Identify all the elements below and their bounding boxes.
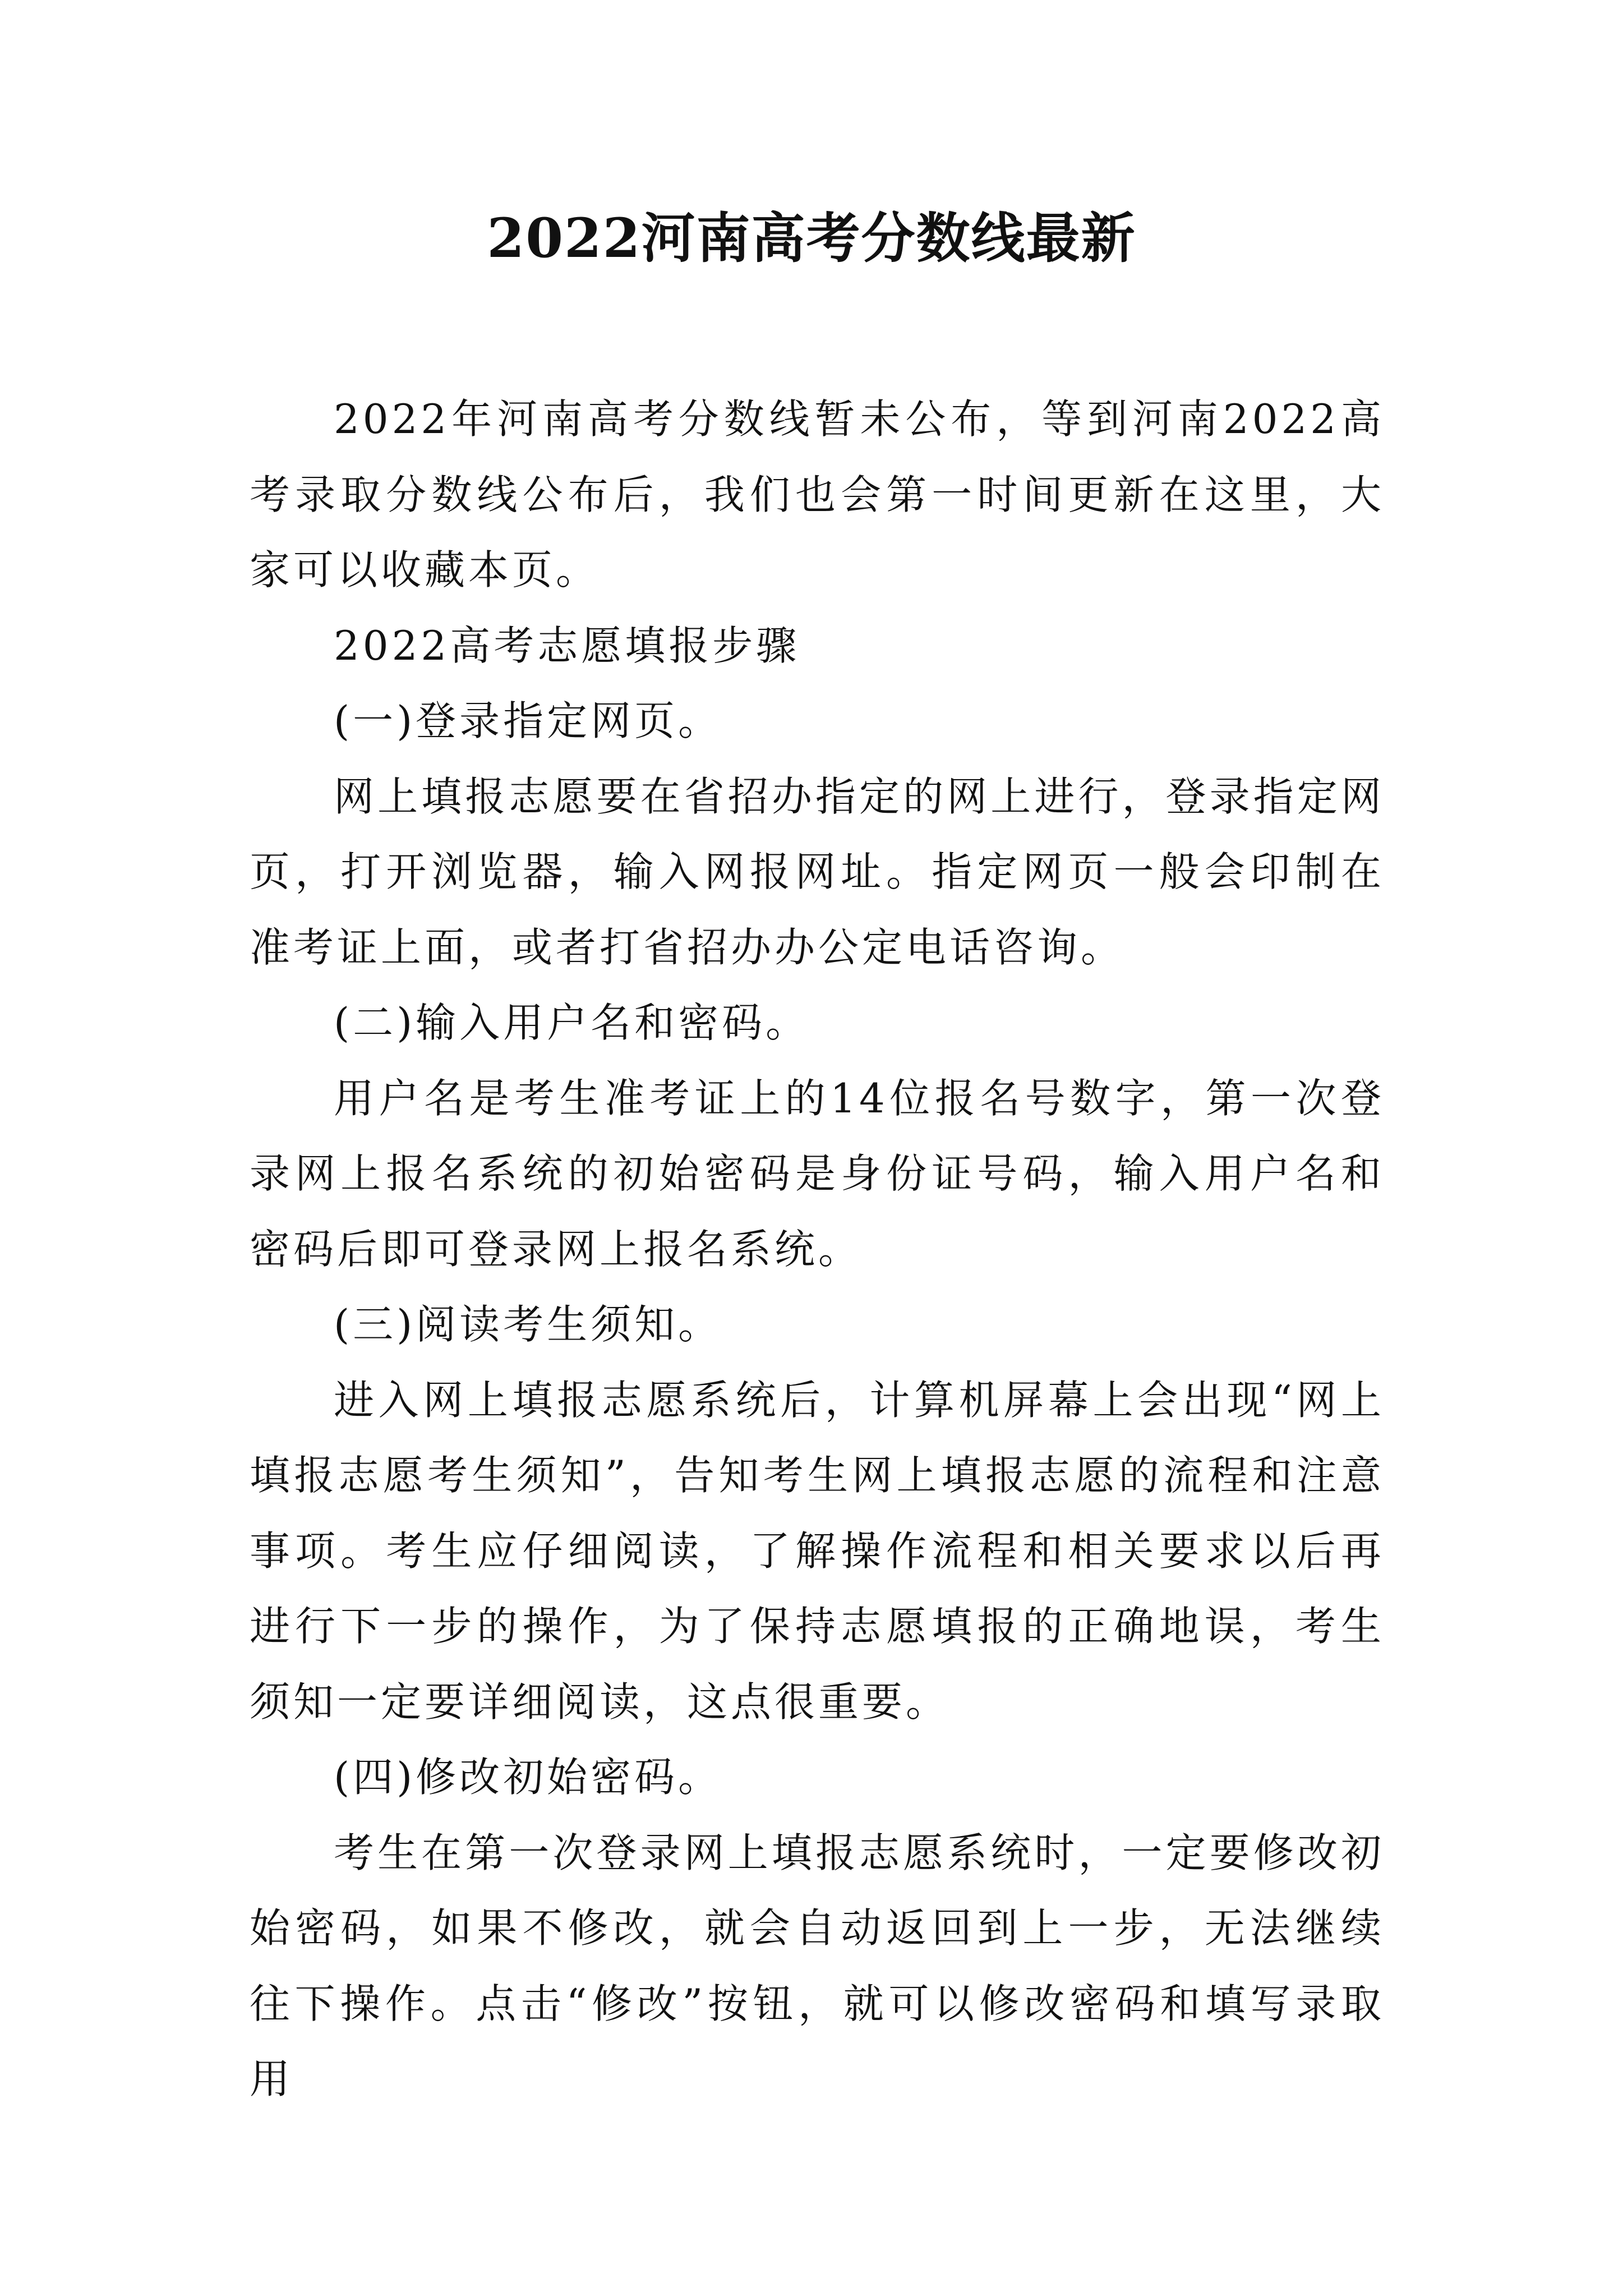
paragraph-step-2-body: 用户名是考生准考证上的14位报名号数字，第一次登录网上报名系统的初始密码是身份证号码，输入用户名和密码后即可登录网上报名系统。 [250, 1074, 1385, 1273]
paragraph-steps-heading: 2022高考志愿填报步骤 [334, 622, 800, 669]
paragraph-step-3-body: 进入网上填报志愿系统后，计算机屏幕上会出现“网上填报志愿考生须知”，告知考生网上填报志愿的流程和注意事项。考生应仔细阅读，了解操作流程和相关要求以后再进行下一步的操作，为了保持志愿填报的正确地误，考生须知一定要详细阅读，这点很重要。 [250, 1376, 1385, 1726]
document-title: 2022河南高考分数线最新 [487, 206, 1136, 270]
paragraph-step-2-heading: (二)输入用户名和密码。 [334, 999, 810, 1046]
paragraph-step-4-body: 考生在第一次登录网上填报志愿系统时，一定要修改初始密码，如果不修改，就会自动返回到上一步，无法继续往下操作。点击“修改”按钮，就可以修改密码和填写录取用 [250, 1829, 1385, 2102]
paragraph-step-4-heading: (四)修改初始密码。 [334, 1754, 722, 1801]
paragraph-step-1-heading: (一)登录指定网页。 [334, 697, 722, 744]
paragraph-step-3-heading: (三)阅读考生须知。 [334, 1301, 722, 1348]
paragraph-step-1-body: 网上填报志愿要在省招办指定的网上进行，登录指定网页，打开浏览器，输入网报网址。指定网页一般会印制在准考证上面，或者打省招办办公定电话咨询。 [250, 772, 1385, 971]
paragraph-intro: 2022年河南高考分数线暂未公布，等到河南2022高考录取分数线公布后，我们也会第一时间更新在这里，大家可以收藏本页。 [250, 395, 1385, 593]
document-body [250, 381, 1385, 2117]
